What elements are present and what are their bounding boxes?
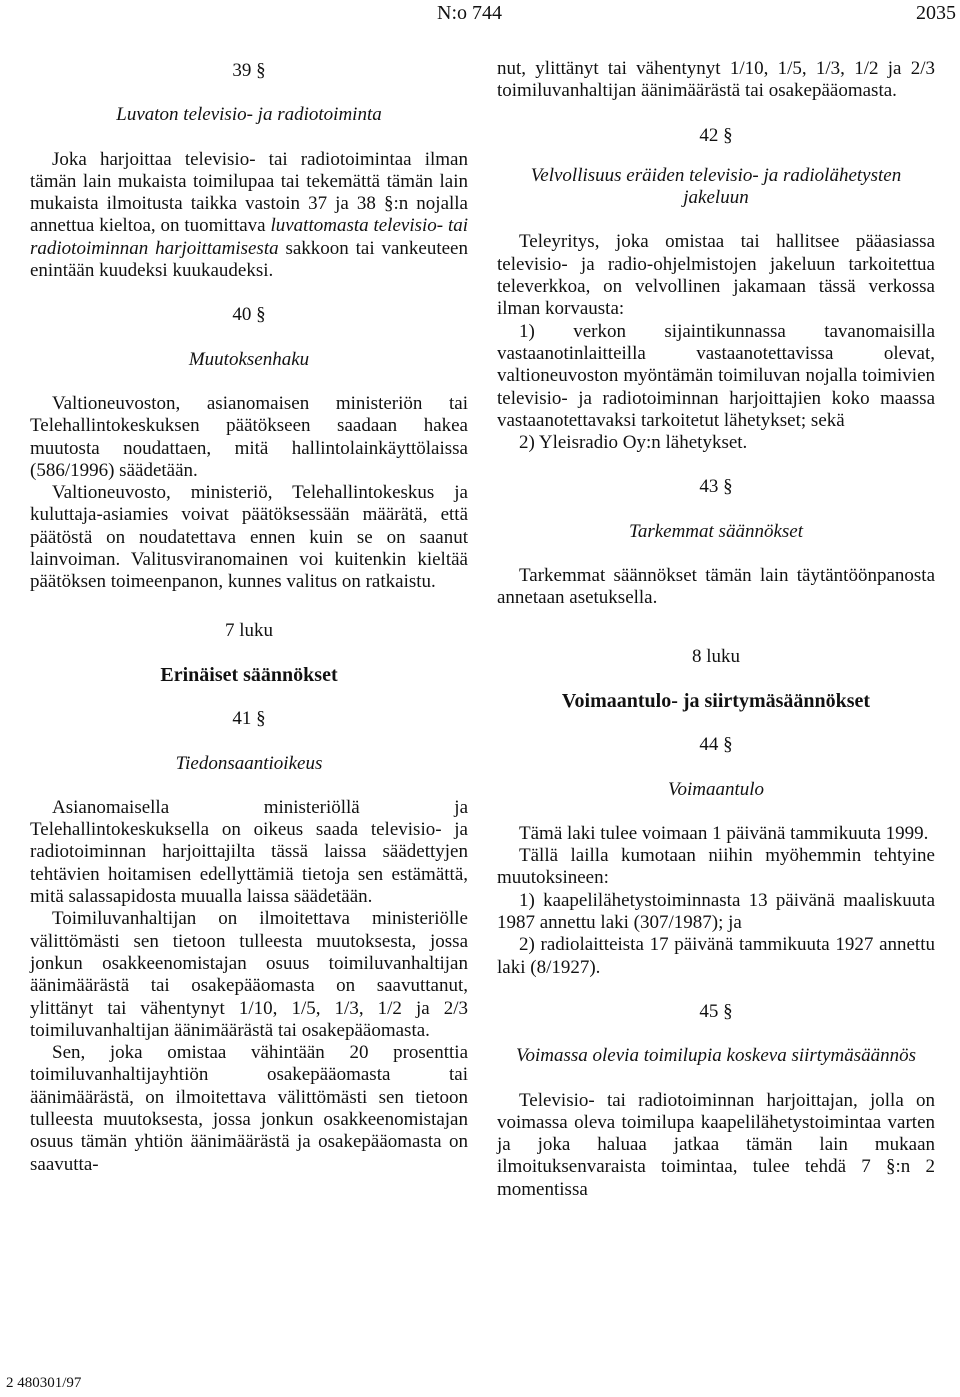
section-42-title: Velvollisuus eräiden televisio- ja radiolähetysten jakeluun — [530, 164, 902, 209]
section-41-number: 41 § — [232, 708, 266, 730]
section-43-title: Tarkemmat säännökset — [629, 520, 803, 542]
section-44-item-2: 2) radiolaitteista 17 päivänä tammikuuta 1927 annettu laki (8/1927). — [497, 934, 935, 978]
section-39-text-a: Joka harjoittaa televisio- tai radiotoimintaa ilman tämän lain mukaista toimilupaa tai tekemättä tämän lain mukaista ilmoitusta taikka vastoin 37 ja 38 §:n nojalla annettua kieltoa, on tuomittava — [30, 148, 468, 237]
section-45-number: 45 § — [699, 1000, 733, 1022]
chapter-8-title: Voimaantulo- ja siirtymäsäännökset — [561, 689, 871, 712]
left-column — [30, 58, 468, 1176]
section-44-item-1: 1) kaapelilähetystoiminnasta 13 päivänä maaliskuuta 1987 annettu laki (307/1987); ja — [497, 889, 935, 934]
continued-paragraph: nut, ylittänyt tai vähentynyt 1/10, 1/5, 1/3, 1/2 ja 2/3 toimiluvanhaltijan äänimäärästä tai osakepääomasta. — [497, 58, 935, 102]
section-40-paragraph-1: Valtioneuvoston, asianomaisen ministeriön tai Telehallintokeskuksen päätökseen saadaan hakea muutosta noudattaen, mitä hallintolainkäyttölaissa (586/1996) säädetään. — [30, 392, 468, 481]
section-40-number: 40 § — [232, 304, 266, 326]
section-41-paragraph-1: Asianomaisella ministeriöllä ja Telehallintokeskuksella on oikeus saada televisio- ja radiotoiminnan harjoittajilta tässä laissa säädettyjen tehtävien hoitamisen edellyttämiä tietoja sen estämättä, mitä salassapidosta muualla laissa säädetään. — [30, 796, 468, 908]
right-column — [497, 58, 935, 1201]
section-44-title: Voimaantulo — [667, 778, 765, 800]
section-40-paragraph-2: Valtioneuvosto, ministeriö, Telehallintokeskus ja kuluttaja-asiamies voivat päätöksessään määrätä, että päätöstä on noudatettava ennen kuin se on saanut lainvoiman. Valitusviranomainen voi kuitenkin kieltää päätöksen toimeenpanon, kunnes valitus on ratkaistu. — [30, 482, 468, 593]
section-39-text-italic: luvattomasta televisio- tai radiotoiminnan harjoittamisesta — [30, 215, 468, 259]
section-44-paragraph-2: Tällä lailla kumotaan niihin myöhemmin tehtyine muutoksineen: — [497, 845, 935, 889]
section-39-paragraph — [30, 149, 468, 283]
section-44-number: 44 § — [699, 734, 733, 756]
page-number: 2035 — [916, 2, 956, 24]
chapter-8-number: 8 luku — [691, 645, 741, 667]
section-43-paragraph: Tarkemmat säännökset tämän lain täytäntöönpanosta annetaan asetuksella. — [497, 565, 935, 609]
section-41-paragraph-2: Toimiluvanhaltijan on ilmoitettava ministeriölle välittömästi sen tietoon tulleesta muutoksesta, jossa jonkun osakkeenomistajan osuus toimiluvanhaltijan äänimäärästä tai osakepääomasta on saavuttanut, ylittänyt tai vähentynyt 1/10, 1/5, 1/3, 1/2 ja 2/3 toimiluvanhaltijan äänimäärästä tai osakepääomasta. — [30, 908, 468, 1041]
section-42-item-2: 2) Yleisradio Oy:n lähetykset. — [519, 432, 748, 454]
chapter-7-title: Erinäiset säännökset — [160, 663, 338, 686]
section-39-text-b: sakkoon tai vankeuteen enintään kuudeksi kuukaudeksi. — [30, 237, 468, 282]
section-43-number: 43 § — [699, 476, 733, 498]
chapter-7-number: 7 luku — [224, 619, 274, 641]
section-40-title: Muutoksenhaku — [188, 348, 310, 370]
section-44-paragraph-1: Tämä laki tulee voimaan 1 päivänä tammikuuta 1999. — [519, 822, 929, 844]
section-39-title: Luvaton televisio- ja radiotoiminta — [116, 104, 382, 126]
section-42-paragraph: Teleyritys, joka omistaa tai hallitsee pääasiassa televisio- ja radio-ohjelmistojen jakeluun tarkoitettua televerkkoa, on velvollinen jakamaan tässä verkossa ilman korvausta: — [497, 231, 935, 320]
issue-number: N:o 744 — [437, 2, 502, 24]
section-41-title: Tiedonsaantioikeus — [175, 752, 323, 774]
section-42-item-1: 1) verkon sijaintikunnassa tavanomaisilla vastaanotinlaitteilla vastaanotettavissa olevat, valtioneuvoston myöntämän toimiluvan nojalla toimivien televisio- ja radiotoiminnan harjoittajien koko maassa vastaanotettavaksi tarkoitetut lähetykset; sekä — [497, 320, 935, 431]
section-39-number: 39 § — [232, 60, 266, 81]
section-42-number: 42 § — [699, 124, 733, 146]
section-41-paragraph-3: Sen, joka omistaa vähintään 20 prosenttia toimiluvanhaltijayhtiön osakepääomasta tai äänimäärästä, on ilmoitettava välittömästi sen tietoon tulleesta muutoksesta, jossa jonkun osakkeenomistajan osuus tämän yhtiön äänimäärästä ja osakepääomasta on saavutta- — [30, 1042, 468, 1175]
section-45-title: Voimassa olevia toimilupia koskeva siirtymäsäännös — [515, 1045, 917, 1067]
footer-reference: 2 480301/97 — [6, 1375, 82, 1391]
section-45-paragraph: Televisio- tai radiotoiminnan harjoittajan, jolla on voimassa oleva toimilupa kaapelilähetystoimintaa varten ja joka haluaa jatkaa tämän lain mukaan ilmoituksenvaraista toimintaa, tulee tehdä 7 §:n 2 momentissa — [497, 1089, 935, 1200]
